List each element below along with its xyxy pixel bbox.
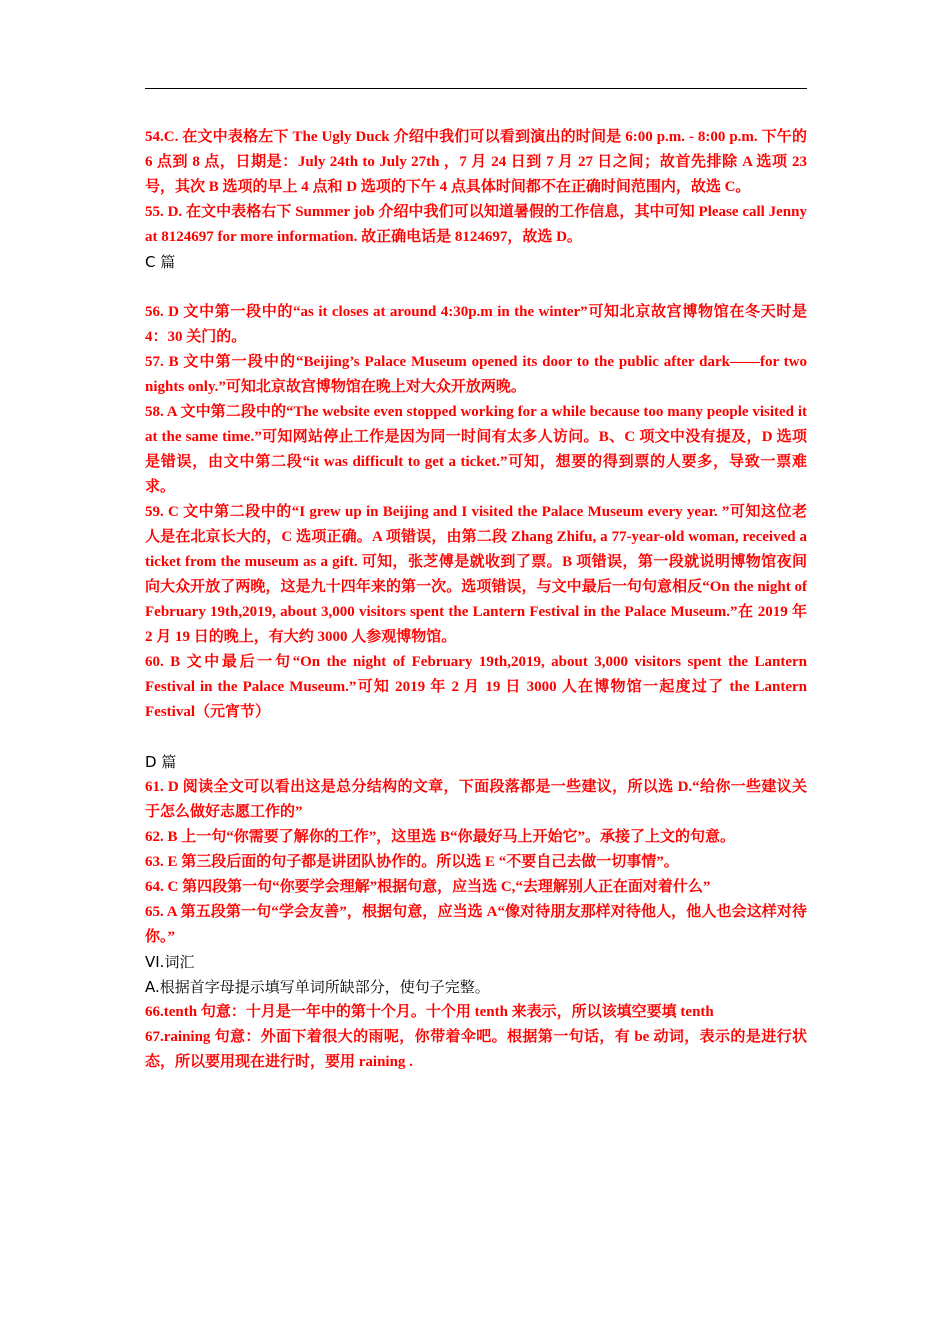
answer-65: 65. A 第五段第一句“学会友善”，根据句意，应当选 A“像对待朋友那样对待他人，他人也会这样对待你。” (145, 904, 807, 945)
header-rule (145, 88, 807, 89)
answer-60: 60. B 文中最后一句“On the night of February 19th,2019, about 3,000 visitors spent the Lantern Festival in the Palace Museum.”可知 2019 年 2 月 19 日 3000 人在博物馆一起度过了 the Lantern Festival（元宵节） (145, 654, 807, 720)
answer-56: 56. D 文中第一段中的“as it closes at around 4:30p.m in the winter”可知北京故宫博物馆在冬天时是 4：30 关门的。 (145, 304, 807, 345)
document-body (145, 125, 807, 1075)
answer-58: 58. A 文中第二段中的“The website even stopped working for a while because too many people visited it at the same time.”可知网站停止工作是因为同一时间有太多人访问。B、C 项文中没有提及，D 选项是错误，由文中第二段“it was difficult to get a ticket.”可知，想要的得到票的人要多，导致一票难求。 (145, 404, 807, 495)
instruction-a: A.根据首字母提示填写单词所缺部分，使句子完整。 (145, 978, 490, 996)
section-heading-c: C 篇 (145, 253, 176, 271)
answer-61: 61. D 阅读全文可以看出这是总分结构的文章，下面段落都是一些建议，所以选 D.“给你一些建议关于怎么做好志愿工作的” (145, 779, 807, 820)
blank-line (145, 725, 807, 750)
answer-62: 62. B 上一句“你需要了解你的工作”，这里选 B“你最好马上开始它”。承接了上文的句意。 (145, 829, 736, 845)
answer-67: 67.raining 句意：外面下着很大的雨呢，你带着伞吧。根据第一句话，有 be 动词，表示的是进行状态，所以要用现在进行时，要用 raining . (145, 1029, 807, 1070)
answer-66: 66.tenth 句意：十月是一年中的第十个月。十个用 tenth 来表示，所以该填空要填 tenth (145, 1004, 714, 1020)
section-heading-vi: VI.词汇 (145, 953, 195, 971)
section-heading-d: D 篇 (145, 753, 177, 771)
answer-63: 63. E 第三段后面的句子都是讲团队协作的。所以选 E “不要自己去做一切事情”。 (145, 854, 679, 870)
answer-59: 59. C 文中第二段中的“I grew up in Beijing and I visited the Palace Museum every year. ”可知这位老人是在北京长大的，C 选项正确。A 项错误，由第二段 Zhang Zhifu, a 77-year-old woman, received a ticket from the museum as a gift. 可知，张芝傅是就收到了票。B 项错误，第一段就说明博物馆夜间向大众开放了两晚，这是九十四年来的第一次。选项错误，与文中最后一句句意相反“On the night of February 19th,2019, about 3,000 visitors spent the Lantern Festival in the Palace Museum.”在 2019 年 2 月 19 日的晚上，有大约 3000 人参观博物馆。 (145, 504, 807, 645)
answer-55: 55. D. 在文中表格右下 Summer job 介绍中我们可以知道暑假的工作信息，其中可知 Please call Jenny at 8124697 for more information. 故正确电话是 8124697，故选 D。 (145, 204, 807, 245)
answer-57: 57. B 文中第一段中的“Beijing’s Palace Museum opened its door to the public after dark——for two nights only.”可知北京故宫博物馆在晚上对大众开放两晚。 (145, 354, 807, 395)
answer-64: 64. C 第四段第一句“你要学会理解”根据句意，应当选 C,“去理解别人正在面对着什么” (145, 879, 711, 895)
blank-line (145, 275, 807, 300)
answer-54: 54.C. 在文中表格左下 The Ugly Duck 介绍中我们可以看到演出的时间是 6:00 p.m. - 8:00 p.m. 下午的 6 点到 8 点，日期是：July 24th to July 27th ，7 月 24 日到 7 月 27 日之间；故首先排除 A 选项 23 号，其次 B 选项的早上 4 点和 D 选项的下午 4 点具体时间都不在正确时间范围内，故选 C。 (145, 129, 807, 195)
